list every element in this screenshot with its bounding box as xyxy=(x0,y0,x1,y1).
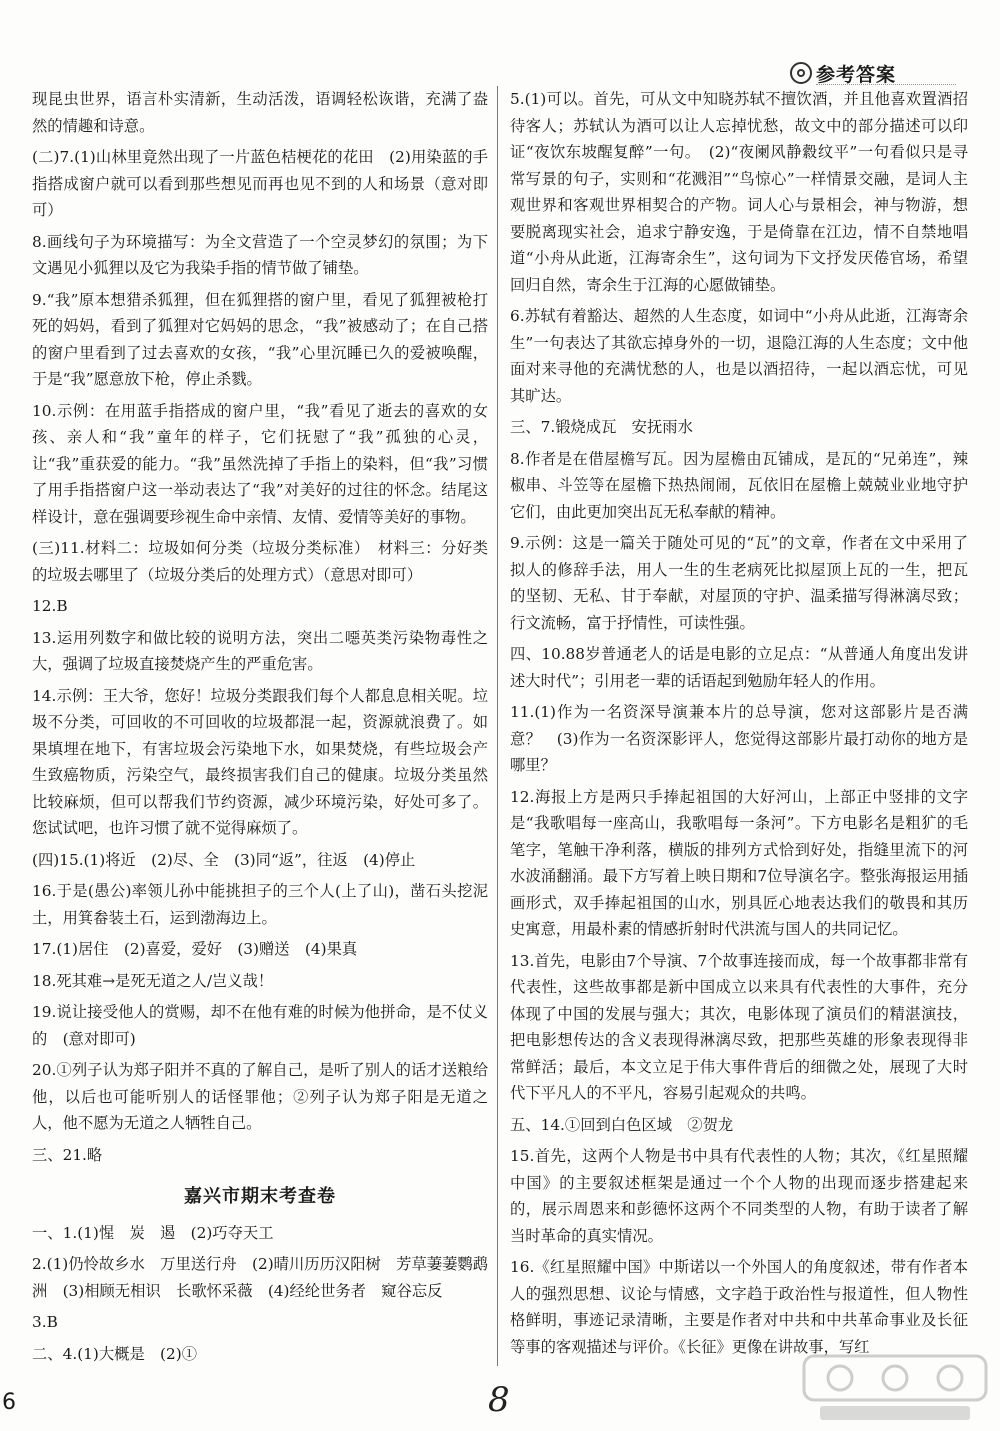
answer-item: 14.示例：王大爷，您好！垃圾分类跟我们每个人都息息相关呢。垃圾不分类，可回收的不可回收的垃圾都混一起，资源就浪费了。如果填埋在地下，有害垃圾会污染地下水，如果焚烧，有些垃圾会产生致癌物质，污染空气，最终损害我们自己的健康。垃圾分类虽然比较麻烦，但可以帮我们节约资源，减少环境污染，好处可多了。您试试吧，也许习惯了就不觉得麻烦了。 xyxy=(32,686,488,837)
answer-item: 6.苏轼有着豁达、超然的人生态度，如词中“小舟从此逝，江海寄余生”一句表达了其欲忘掉身外的一切，退隐江海的人生态度；文中他面对来寻他的充满忧愁的人，也是以酒招待，一起以酒忘忧，可见其旷达。 xyxy=(510,307,968,405)
page-number: 6 xyxy=(2,1390,16,1415)
answer-key-badge xyxy=(790,58,970,88)
badge-decoration xyxy=(816,80,956,85)
answer-item: 20.①列子认为郑子阳并不真的了解自己，是听了别人的话才送粮给他，以后也可能听别人的话怪罪他；②列子认为郑子阳是无道之人，他不愿为无道之人牺牲自己。 xyxy=(32,1061,488,1132)
answer-item: 16.于是(愚公)率领儿孙中能挑担子的三个人(上了山)，凿石头挖泥土，用箕畚装土石，运到渤海边上。 xyxy=(32,882,488,927)
answer-item: 15.首先，这两个人物是书中具有代表性的人物；其次，《红星照耀中国》的主要叙述框架是通过一个个人物的出现而逐步搭建起来的，展示周恩来和彭德怀这两个不同类型的人物，有助于读者了解当时革命的真实情况。 xyxy=(510,1147,968,1245)
answer-item: 五、14.①回到白色区域 ②贺龙 xyxy=(510,1115,734,1134)
answer-item: 13.运用列数字和做比较的说明方法，突出二噁英类污染物毒性之大，强调了垃圾直接焚烧产生的严重危害。 xyxy=(32,628,488,673)
answer-item: 16.《红星照耀中国》中斯诺以一个外国人的角度叙述，带有作者本人的强烈思想、议论与情感，文字趋于政治性与报道性，但人物性格鲜明，事迹记录清晰，主要是作者对中共和中共革命事业及长征等事的客观描述与评价。《长征》更像在讲故事，写红 xyxy=(510,1258,968,1356)
answer-item: 13.首先，电影由7个导演、7个故事连接而成，每一个故事都非常有代表性，这些故事都是新中国成立以来具有代表性的大事件，充分体现了中国的发展与强大；其次，电影体现了演员们的精湛演技，把电影想传达的含义表现得淋漓尽致，把那些英雄的形象表现得非常鲜活；最后，本文立足于伟大事件背后的细微之处，展现了大时代下平凡人的不平凡，容易引起观众的共鸣。 xyxy=(510,951,968,1102)
answer-item: 10.示例：在用蓝手指搭成的窗户里，“我”看见了逝去的喜欢的女孩、亲人和“我”童年的样子，它们抚慰了“我”孤独的心灵，让“我”重获爱的能力。“我”虽然洗掉了手指上的染料，但“我”习惯了用手指搭窗户这一举动表达了“我”对美好的过往的怀念。结尾这样设计，意在强调要珍视生命中亲情、友情、爱情等美好的事物。 xyxy=(32,401,488,526)
right-column xyxy=(510,86,968,1360)
spiral-icon xyxy=(790,62,812,84)
answer-item: 一、1.(1)惺 炭 遏 (2)巧夺天工 xyxy=(32,1223,274,1242)
answer-item: 二、4.(1)大概是 (2)① xyxy=(32,1344,198,1363)
answer-item: 17.(1)居住 (2)喜爱，爱好 (3)赠送 (4)果真 xyxy=(32,940,358,958)
answer-item: 8.画线句子为环境描写：为全文营造了一个空灵梦幻的氛围；为下文遇见小狐狸以及它为我染手指的情节做了铺垫。 xyxy=(32,232,488,277)
left-column xyxy=(32,86,488,1367)
watermark-logo xyxy=(800,1350,990,1425)
answer-item: 9.“我”原本想猎杀狐狸，但在狐狸搭的窗户里，看见了狐狸被枪打死的妈妈，看到了狐狸对它妈妈的思念，“我”被感动了；在自己搭的窗户里看到了过去喜欢的女孩，“我”心里沉睡已久的爱被唤醒，于是“我”愿意放下枪，停止杀戮。 xyxy=(32,290,488,388)
section-title: 嘉兴市期末考查卷 xyxy=(184,1186,336,1207)
answer-item: 3.B xyxy=(32,1313,58,1331)
handwritten-mark: 8 xyxy=(488,1380,510,1420)
answer-item: 四、10.88岁普通老人的话是电影的立足点：“从普通人角度出发讲述大时代”；引用老一辈的话语起到勉励年轻人的作用。 xyxy=(510,645,968,690)
answer-item: 18.死其难→是死无道之人/岂义哉！ xyxy=(32,971,274,990)
answer-item: 2.(1)仍怜故乡水 万里送行舟 (2)晴川历历汉阳树 芳草萋萋鹦鹉洲 (3)相顾无相识 长歌怀采薇 (4)经纶世务者 窥谷忘反 xyxy=(32,1255,488,1300)
answer-item: 5.(1)可以。首先，可从文中知晓苏轼不擅饮酒，并且他喜欢置酒招待客人；苏轼认为酒可以让人忘掉忧愁，故文中的部分描述可以印证“夜饮东坡醒复醉”一句。 (2)“夜阑风静縠纹平”一句看似只是寻常写景的句子，实则和“花溅泪”“鸟惊心”一样情景交融，是词人主观世界和客观世界相契合的产物。词人心与景相会，神与物游，想要脱离现实社会，追求宁静安逸，于是倚靠在江边，情不自禁地唱道“小舟从此逝，江海寄余生”，这句词为下文抒发厌倦官场，希望回归自然，寄余生于江海的心愿做铺垫。 xyxy=(510,90,968,294)
answer-item: 三、21.略 xyxy=(32,1145,103,1164)
answer-item: 9.示例：这是一篇关于随处可见的“瓦”的文章，作者在文中采用了拟人的修辞手法，用人一生的生老病死比拟屋顶上瓦的一生，把瓦的坚韧、无私、甘于奉献，对屋顶的守护、温柔描写得淋漓尽致；行文流畅，富于抒情性，可读性强。 xyxy=(510,534,968,632)
answer-item: 19.说让接受他人的赏赐，却不在他有难的时候为他拼命，是不仗义的 (意对即可) xyxy=(32,1003,488,1048)
answer-item: 12.B xyxy=(32,597,68,615)
answer-item: (二)7.(1)山林里竟然出现了一片蓝色桔梗花的花田 (2)用染蓝的手指搭成窗户就可以看到那些想见而再也见不到的人和场景（意对即可） xyxy=(32,148,488,219)
answer-item: 12.海报上方是两只手捧起祖国的大好河山，上部正中竖排的文字是“我歌唱每一座高山，我歌唱每一条河”。下方电影名是粗犷的毛笔字，笔触干净利落，横版的排列方式恰到好处，指缝里流下的河水波涌翻涌。最下方写着上映日期和7位导演名字。整张海报运用插画形式，双手捧起祖国的山水，别具匠心地表达我们的敬畏和其历史寓意，用最朴素的情感折射时代洪流与国人的共同记忆。 xyxy=(510,787,968,938)
answer-item: 现昆虫世界，语言朴实清新，生动活泼，语调轻松诙谐，充满了盎然的情趣和诗意。 xyxy=(32,90,488,135)
answer-item: (四)15.(1)将近 (2)尽、全 (3)同“返”，往返 (4)停止 xyxy=(32,850,416,869)
answer-item: 11.(1)作为一名资深导演兼本片的总导演，您对这部影片是否满意？ (3)作为一名资深影评人，您觉得这部影片最打动你的地方是哪里？ xyxy=(510,703,968,774)
badge-text: 参考答案 xyxy=(816,63,897,86)
answer-item: (三)11.材料二：垃圾如何分类（垃圾分类标准） 材料三：分好类的垃圾去哪里了（垃圾分类后的处理方式）（意思对即可） xyxy=(32,539,488,584)
answer-item: 三、7.锻烧成瓦 安抚雨水 xyxy=(510,418,693,436)
column-divider xyxy=(497,86,498,1366)
answer-item: 8.作者是在借屋檐写瓦。因为屋檐由瓦铺成，是瓦的“兄弟连”，辣椒串、斗笠等在屋檐下热热闹闹，瓦依旧在屋檐上兢兢业业地守护它们，由此更加突出瓦无私奉献的精神。 xyxy=(510,449,968,521)
